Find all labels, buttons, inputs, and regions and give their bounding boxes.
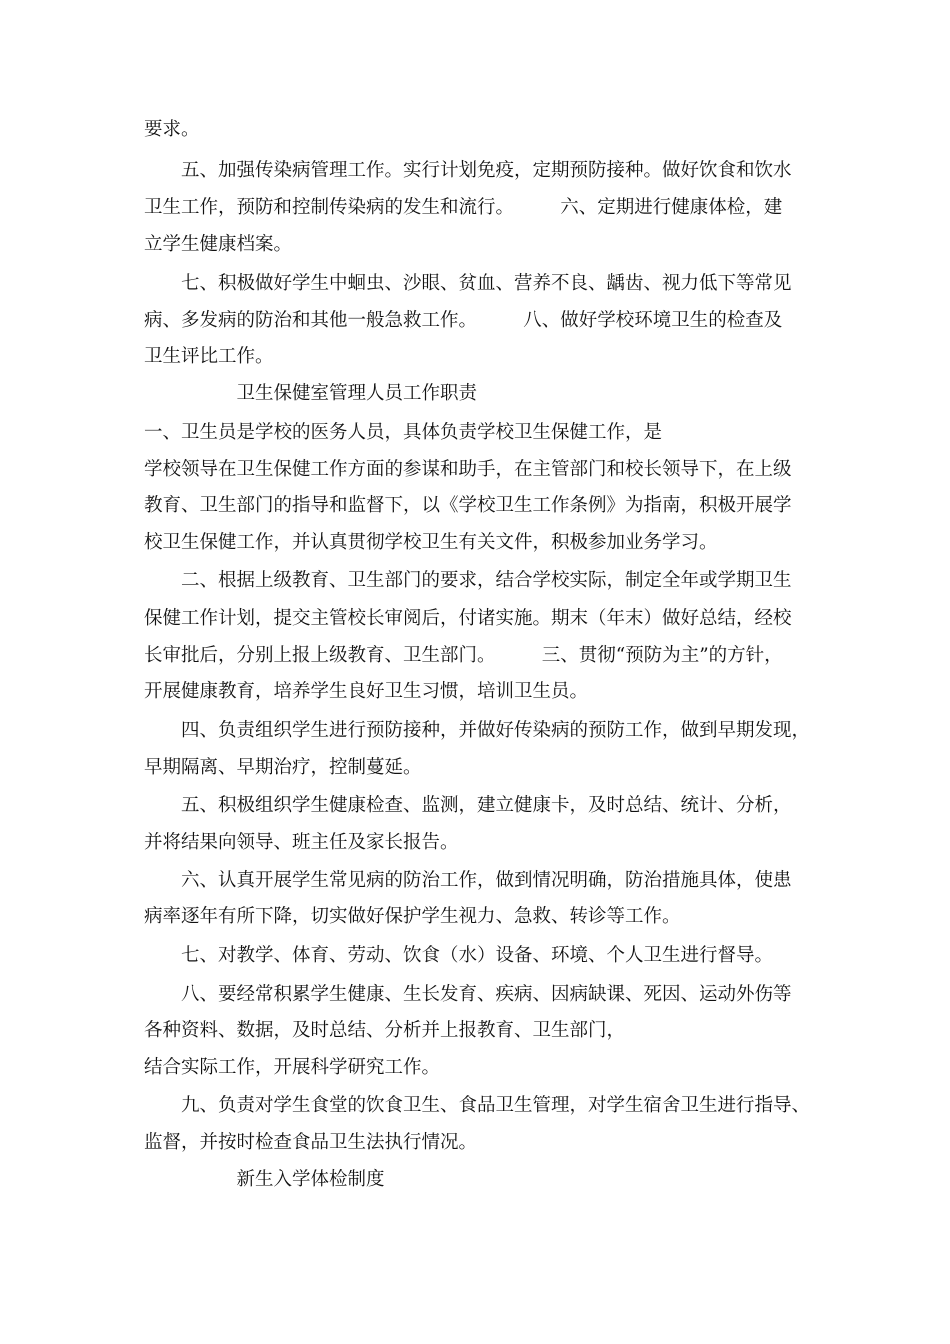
text-line: 六、认真开展学生常见病的防治工作，做到情况明确，防治措施具体，使患 [144, 870, 792, 891]
text-line: 五、积极组织学生健康检查、监测，建立健康卡，及时总结、统计、分析， [144, 795, 792, 816]
text-line: 结合实际工作，开展科学研究工作。 [144, 1057, 441, 1078]
text-line: 九、负责对学生食堂的饮食卫生、食品卫生管理，对学生宿舍卫生进行指导、 [144, 1095, 811, 1116]
section-heading: 新生入学体检制度 [144, 1169, 385, 1190]
text-line: 校卫生保健工作，并认真贯彻学校卫生有关文件，积极参加业务学习。 [144, 532, 718, 553]
text-line: 要求。 [144, 119, 200, 140]
text-line: 病率逐年有所下降，切实做好保护学生视力、急救、转诊等工作。 [144, 906, 681, 927]
text-line: 教育、卫生部门的指导和监督下，以《学校卫生工作条例》为指南，积极开展学 [144, 495, 792, 516]
text-line: 七、积极做好学生中蛔虫、沙眼、贫血、营养不良、龋齿、视力低下等常见 [144, 273, 792, 294]
text-line: 保健工作计划，提交主管校长审阅后，付诸实施。期末（年末）做好总结，经校 [144, 608, 792, 629]
text-line: 一、卫生员是学校的医务人员，具体负责学校卫生保健工作，是 [144, 422, 663, 443]
text-line: 七、对教学、体育、劳动、饮食（水）设备、环境、个人卫生进行督导。 [144, 945, 774, 966]
text-line: 立学生健康档案。 [144, 234, 293, 255]
text-line: 二、根据上级教育、卫生部门的要求，结合学校实际，制定全年或学期卫生 [144, 570, 792, 591]
text-line: 病、多发病的防治和其他一般急救工作。 八、做好学校环境卫生的检查及 [144, 310, 783, 331]
text-line: 开展健康教育，培养学生良好卫生习惯，培训卫生员。 [144, 681, 589, 702]
text-line: 各种资料、数据，及时总结、分析并上报教育、卫生部门， [144, 1020, 626, 1041]
text-line: 卫生评比工作。 [144, 346, 274, 367]
text-line: 早期隔离、早期治疗，控制蔓延。 [144, 757, 422, 778]
text-line: 监督，并按时检查食品卫生法执行情况。 [144, 1132, 478, 1153]
text-line: 并将结果向领导、班主任及家长报告。 [144, 832, 459, 853]
text-line: 学校领导在卫生保健工作方面的参谋和助手，在主管部门和校长领导下，在上级 [144, 459, 792, 480]
text-line: 长审批后，分别上报上级教育、卫生部门。 三、贯彻“预防为主”的方针， [144, 645, 783, 666]
text-line: 卫生工作，预防和控制传染病的发生和流行。 六、定期进行健康体检，建 [144, 197, 783, 218]
text-line: 五、加强传染病管理工作。实行计划免疫，定期预防接种。做好饮食和饮水 [144, 160, 792, 181]
section-heading: 卫生保健室管理人员工作职责 [144, 383, 478, 404]
text-line: 八、要经常积累学生健康、生长发育、疾病、因病缺课、死因、运动外伤等 [144, 984, 792, 1005]
text-line: 四、负责组织学生进行预防接种，并做好传染病的预防工作，做到早期发现， [144, 720, 811, 741]
